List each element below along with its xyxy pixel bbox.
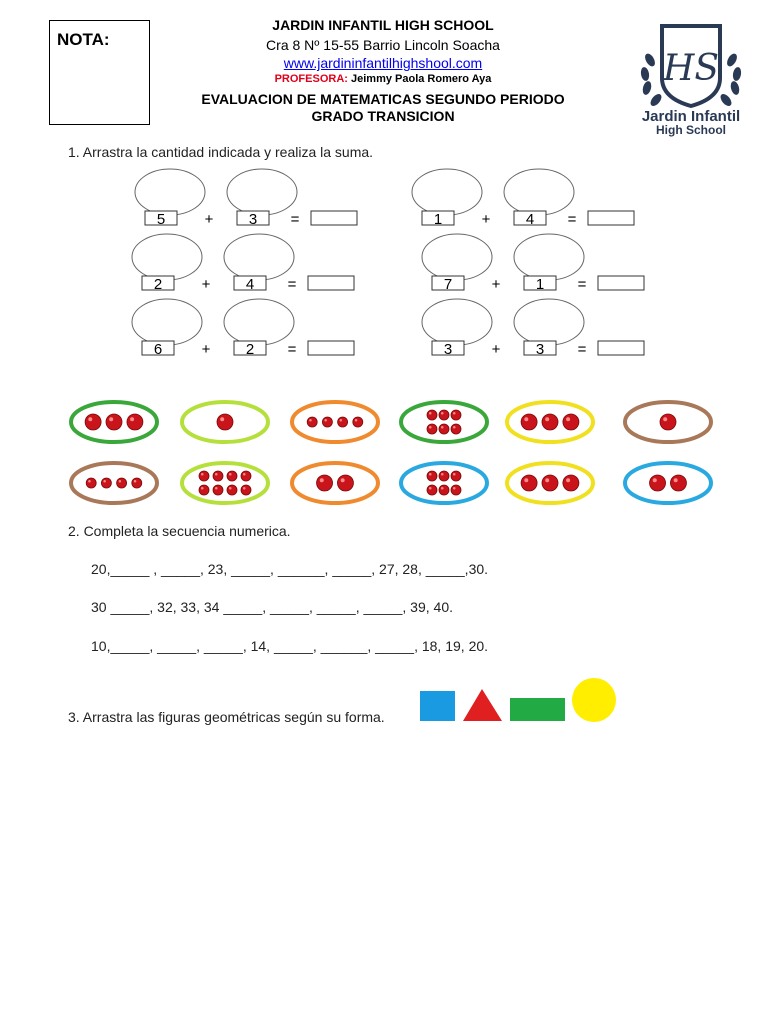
tomato-icon	[106, 414, 122, 430]
counter-oval[interactable]	[292, 402, 378, 442]
drop-zone-oval[interactable]	[224, 234, 294, 280]
tomato-highlight	[201, 487, 204, 490]
tomato-icon	[227, 485, 237, 495]
tomato-highlight	[88, 417, 92, 421]
tomato-icon	[451, 485, 461, 495]
question-1: 1. Arrastra la cantidad indicada y realiza la suma.	[68, 144, 374, 160]
tomato-icon	[670, 475, 686, 491]
tomato-highlight	[441, 426, 444, 429]
yellow-circle-shape[interactable]	[572, 678, 616, 722]
tomato-icon	[650, 475, 666, 491]
tomato-highlight	[243, 473, 246, 476]
addend-b: 1	[535, 276, 545, 293]
tomato-highlight	[355, 419, 358, 422]
school-name: JARDIN INFANTIL HIGH SCHOOL	[272, 17, 494, 33]
tomato-highlight	[429, 412, 432, 415]
tomato-icon	[241, 485, 251, 495]
equals-sign: =	[287, 276, 297, 293]
plus-sign: +	[204, 211, 214, 228]
plus-sign: +	[481, 211, 491, 228]
tomato-icon	[132, 478, 142, 488]
tomato-icon	[127, 414, 143, 430]
tomato-icon	[217, 414, 233, 430]
tomato-icon	[307, 417, 317, 427]
tomato-icon	[322, 417, 332, 427]
evaluation-title: EVALUACION DE MATEMATICAS SEGUNDO PERIODO	[201, 91, 565, 107]
tomato-icon	[427, 471, 437, 481]
grade-title: GRADO TRANSICION	[311, 108, 455, 124]
tomato-icon	[563, 414, 579, 430]
green-rectangle-shape[interactable]	[510, 698, 565, 721]
tomato-highlight	[88, 480, 91, 483]
tomato-icon	[338, 417, 348, 427]
red-triangle-shape[interactable]	[463, 689, 502, 721]
drop-zone-oval[interactable]	[422, 234, 492, 280]
addend-a: 3	[443, 341, 453, 358]
drop-zone-oval[interactable]	[422, 299, 492, 345]
tomato-highlight	[215, 473, 218, 476]
drop-zone-oval[interactable]	[514, 234, 584, 280]
tomato-highlight	[340, 419, 343, 422]
sequence-2[interactable]: 30 _____, 32, 33, 34 _____, _____, _____, _____, 39, 40.	[91, 599, 453, 615]
tomato-icon	[542, 414, 558, 430]
tomato-icon	[451, 410, 461, 420]
addend-b: 4	[245, 276, 255, 293]
tomato-highlight	[663, 417, 667, 421]
tomato-icon	[317, 475, 333, 491]
tomato-highlight	[453, 487, 456, 490]
addend-b: 3	[535, 341, 545, 358]
plus-sign: +	[491, 341, 501, 358]
tomato-icon	[213, 485, 223, 495]
answer-box[interactable]	[588, 211, 634, 225]
addend-b: 4	[525, 211, 535, 228]
tomato-highlight	[429, 487, 432, 490]
addend-a: 5	[156, 211, 166, 228]
nota-label: NOTA:	[57, 30, 110, 49]
logo-name-line2: High School	[656, 123, 726, 137]
tomato-icon	[337, 475, 353, 491]
tomato-highlight	[524, 417, 528, 421]
tomato-icon	[660, 414, 676, 430]
tomato-icon	[241, 471, 251, 481]
tomato-icon	[451, 424, 461, 434]
tomato-highlight	[441, 487, 444, 490]
drop-zone-oval[interactable]	[132, 299, 202, 345]
tomato-icon	[427, 485, 437, 495]
equals-sign: =	[290, 211, 300, 228]
tomato-icon	[439, 471, 449, 481]
addend-a: 2	[153, 276, 163, 293]
drop-zone-oval[interactable]	[227, 169, 297, 215]
tomato-icon	[101, 478, 111, 488]
tomato-icon	[199, 471, 209, 481]
tomato-highlight	[429, 473, 432, 476]
counter-oval[interactable]	[401, 463, 487, 503]
tomato-highlight	[229, 473, 232, 476]
addend-b: 2	[245, 341, 255, 358]
tomato-highlight	[130, 417, 134, 421]
drop-zone-oval[interactable]	[224, 299, 294, 345]
sequence-3[interactable]: 10,_____, _____, _____, 14, _____, ______, _____, 18, 19, 20.	[91, 638, 489, 654]
tomato-highlight	[201, 473, 204, 476]
plus-sign: +	[201, 341, 211, 358]
sequence-1[interactable]: 20,_____ , _____, 23, _____, ______, _____, 27, 28, _____,30.	[91, 561, 489, 577]
counter-oval[interactable]	[292, 463, 378, 503]
tomato-highlight	[653, 478, 657, 482]
tomato-highlight	[453, 426, 456, 429]
tomato-highlight	[134, 480, 137, 483]
tomato-highlight	[320, 478, 324, 482]
tomato-icon	[451, 471, 461, 481]
answer-box[interactable]	[308, 341, 354, 355]
question-2: 2. Completa la secuencia numerica.	[68, 523, 291, 539]
counter-oval[interactable]	[71, 463, 157, 503]
answer-box[interactable]	[311, 211, 357, 225]
logo-monogram: HS	[662, 48, 720, 89]
plus-sign: +	[201, 276, 211, 293]
answer-box[interactable]	[308, 276, 354, 290]
tomato-highlight	[119, 480, 122, 483]
tomato-highlight	[545, 478, 549, 482]
tomato-icon	[439, 424, 449, 434]
tomato-icon	[117, 478, 127, 488]
equals-sign: =	[567, 211, 577, 228]
tomato-icon	[427, 424, 437, 434]
tomato-icon	[353, 417, 363, 427]
school-address: Cra 8 Nº 15-55 Barrio Lincoln Soacha	[266, 37, 500, 53]
tomato-highlight	[545, 417, 549, 421]
tomato-icon	[563, 475, 579, 491]
tomato-highlight	[441, 412, 444, 415]
tomato-icon	[199, 485, 209, 495]
tomato-highlight	[309, 419, 312, 422]
drop-zone-oval[interactable]	[135, 169, 205, 215]
tomato-highlight	[441, 473, 444, 476]
tomato-highlight	[524, 478, 528, 482]
tomato-icon	[439, 410, 449, 420]
answer-box[interactable]	[598, 341, 644, 355]
tomato-icon	[85, 414, 101, 430]
addend-a: 6	[153, 341, 163, 358]
tomato-highlight	[220, 417, 224, 421]
tomato-icon	[213, 471, 223, 481]
tomato-highlight	[103, 480, 106, 483]
question-3: 3. Arrastra las figuras geométricas según su forma.	[68, 709, 385, 725]
tomato-highlight	[243, 487, 246, 490]
tomato-highlight	[453, 412, 456, 415]
teacher-label: PROFESORA:	[274, 73, 348, 85]
tomato-icon	[521, 475, 537, 491]
answer-box[interactable]	[598, 276, 644, 290]
tomato-icon	[521, 414, 537, 430]
addend-a: 7	[443, 276, 453, 293]
tomato-highlight	[324, 419, 327, 422]
tomato-highlight	[229, 487, 232, 490]
tomato-highlight	[341, 478, 345, 482]
tomato-highlight	[453, 473, 456, 476]
teacher-name: Jeimmy Paola Romero Aya	[347, 73, 492, 85]
equals-sign: =	[287, 341, 297, 358]
addend-a: 1	[433, 211, 443, 228]
tomato-icon	[427, 410, 437, 420]
logo-name-line1: Jardin Infantil	[641, 108, 741, 125]
counter-oval[interactable]	[625, 463, 711, 503]
tomato-highlight	[215, 487, 218, 490]
tomato-highlight	[566, 478, 570, 482]
school-website-link[interactable]: www.jardininfantilhighshool.com	[283, 55, 483, 71]
counter-oval[interactable]	[182, 463, 268, 503]
plus-sign: +	[491, 276, 501, 293]
tomato-highlight	[109, 417, 113, 421]
tomato-icon	[227, 471, 237, 481]
drop-zone-oval[interactable]	[514, 299, 584, 345]
counter-oval[interactable]	[401, 402, 487, 442]
addend-b: 3	[248, 211, 258, 228]
equals-sign: =	[577, 341, 587, 358]
tomato-highlight	[429, 426, 432, 429]
drop-zone-oval[interactable]	[132, 234, 202, 280]
blue-square-shape[interactable]	[420, 691, 455, 721]
equals-sign: =	[577, 276, 587, 293]
drop-zone-oval[interactable]	[412, 169, 482, 215]
tomato-icon	[86, 478, 96, 488]
tomato-icon	[439, 485, 449, 495]
tomato-highlight	[566, 417, 570, 421]
drop-zone-oval[interactable]	[504, 169, 574, 215]
tomato-icon	[542, 475, 558, 491]
tomato-highlight	[674, 478, 678, 482]
